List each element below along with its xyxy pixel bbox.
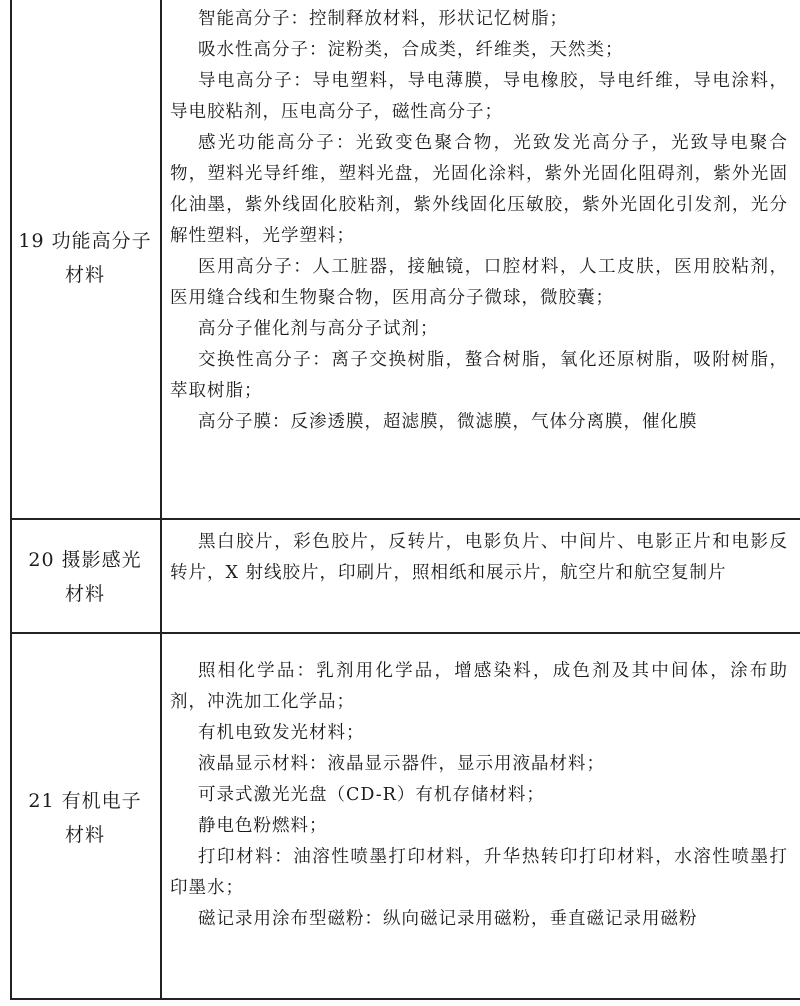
entry-text: 吸水性高分子：淀粉类，合成类，纤维类，天然类； (198, 40, 624, 60)
category-label-line: 20 摄影感光 (28, 549, 142, 571)
category-label-line: 材料 (64, 583, 105, 605)
entry-text: 可录式激光光盘（CD-R）有机存储材料； (198, 785, 545, 805)
entry-text: 黑白胶片，彩色胶片，反转片，电影负片、中间片、电影正片和电影反转片，X 射线胶片，印刷片，照相纸和展示片，航空片和航空复制片 (170, 532, 788, 583)
entry-text: 磁记录用涂布型磁粉：纵向磁记录用磁粉，垂直磁记录用磁粉 (198, 909, 698, 929)
row-divider (10, 518, 800, 520)
content-cell-20 (170, 527, 788, 589)
entry-text: 打印材料：油溶性喷墨打印材料，升华热转印打印材料，水溶性喷墨打印墨水； (170, 847, 788, 898)
category-cell-20 (12, 543, 158, 611)
category-label-line: 21 有机电子 (28, 790, 142, 812)
category-label-line: 材料 (64, 824, 105, 846)
category-cell-19 (12, 224, 158, 292)
category-cell-21 (12, 784, 158, 852)
entry-text: 静电色粉燃料； (198, 816, 328, 836)
entry-text: 导电高分子：导电塑料，导电薄膜，导电橡胶，导电纤维，导电涂料，导电胶粘剂，压电高分子，磁性高分子； (170, 71, 788, 122)
table-bottom-border (10, 998, 800, 1000)
category-label-line: 材料 (64, 264, 105, 286)
entry-text: 智能高分子：控制释放材料，形状记忆树脂； (198, 9, 568, 29)
entry-text: 高分子催化剂与高分子试剂； (198, 319, 439, 339)
category-label-line: 19 功能高分子 (18, 230, 152, 252)
content-cell-21 (170, 656, 788, 935)
entry-text: 感光功能高分子：光致变色聚合物，光致发光高分子，光致导电聚合物，塑料光导纤维，塑料光盘，光固化涂料，紫外光固化阻碍剂，紫外光固化油墨，紫外线固化胶粘剂，紫外线固化压敏胶，紫外光固化引发剂，光分解性塑料，光学塑料； (170, 133, 788, 246)
entry-text: 液晶显示材料：液晶显示器件，显示用液晶材料； (198, 754, 605, 774)
entry-text: 有机电致发光材料； (198, 723, 365, 743)
row-divider (10, 632, 800, 634)
content-cell-19 (170, 4, 788, 438)
entry-text: 高分子膜：反渗透膜，超滤膜，微滤膜，气体分离膜，催化膜 (198, 412, 698, 432)
entry-text: 交换性高分子：离子交换树脂，螯合树脂，氧化还原树脂，吸附树脂，萃取树脂； (170, 350, 788, 401)
entry-text: 照相化学品：乳剂用化学品，增感染料，成色剂及其中间体，涂布助剂，冲洗加工化学品； (170, 661, 788, 712)
table-column-divider (160, 0, 162, 1000)
entry-text: 医用高分子：人工脏器，接触镜，口腔材料，人工皮肤，医用胶粘剂，医用缝合线和生物聚合物，医用高分子微球，微胶囊； (170, 257, 788, 308)
